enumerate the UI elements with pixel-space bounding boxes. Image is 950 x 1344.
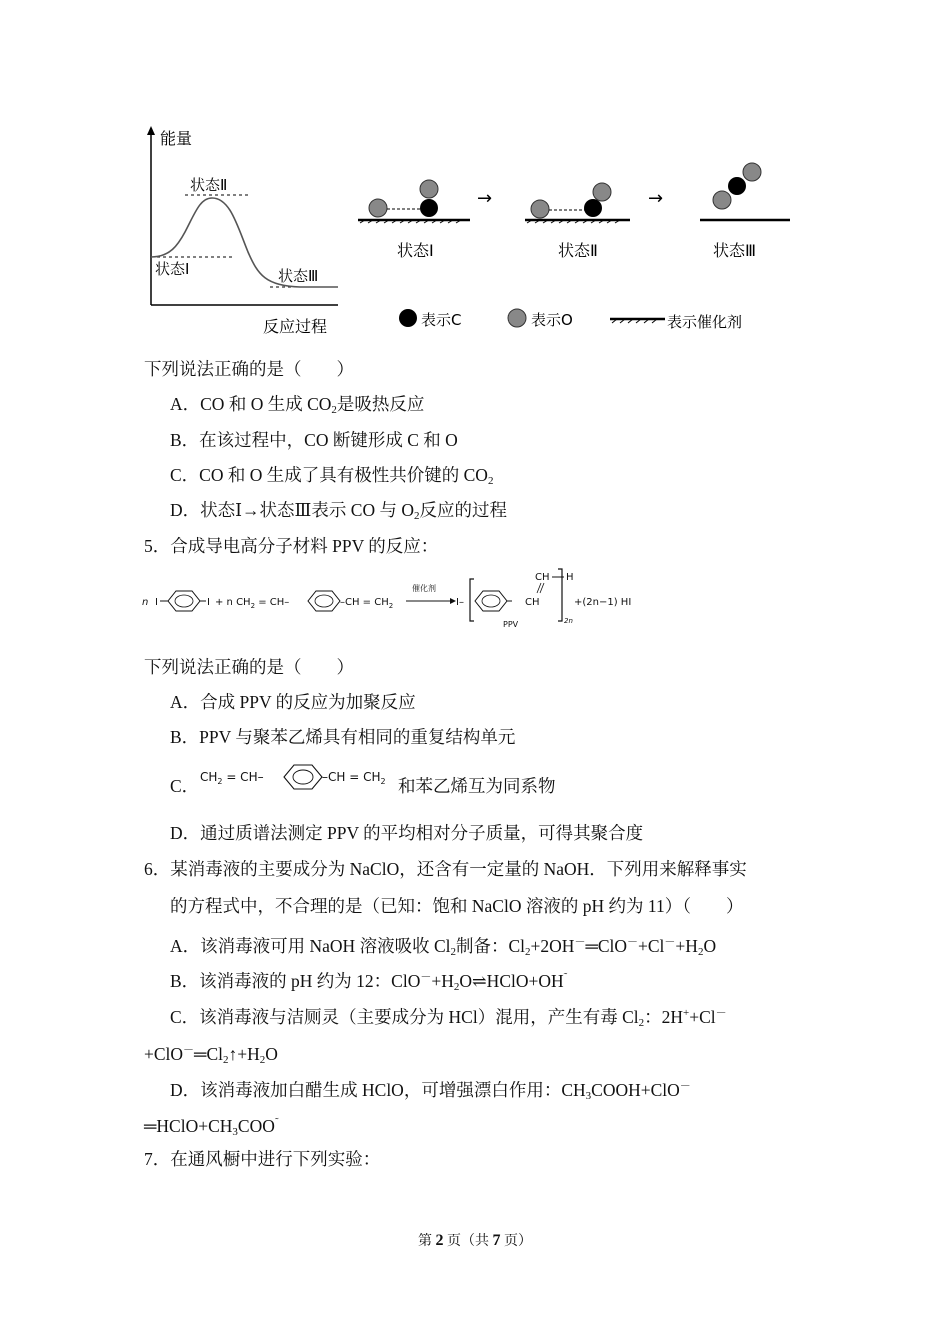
q6-stem-2: 的方程式中，不合理的是（已知：饱和 NaClO 溶液的 pH 约为 11）（ ）: [170, 896, 744, 916]
eq-2n: 2n: [564, 617, 573, 625]
q4-option-b: B．在该过程中，CO 断键形成 C 和 O: [170, 430, 458, 450]
eq-i-right: I: [207, 597, 210, 608]
eq-n: n: [142, 597, 149, 608]
q6-option-c-line-1: C．该消毒液与洁厕灵（主要成分为 HCl）混用，产生有毒 $Cl_2$：2H++Cl－: [170, 1007, 727, 1029]
q4-stem: 下列说法正确的是（ ）: [144, 359, 354, 379]
q6-option-b: B．该消毒液的 pH 约为 12：$ClO^-+H_2O\rightleftharpoons HClO+OH^˜$: [170, 971, 568, 993]
page-total: 7: [492, 1232, 501, 1249]
reaction-energy-figure: [140, 120, 790, 340]
eq-ch-mid: CH: [525, 597, 540, 608]
state-1-model: [358, 180, 470, 260]
legend-catalyst-label: 表示催化剂: [667, 313, 743, 331]
c-vinyl-right: $-CH = CH_2$: [322, 770, 386, 786]
state-3-model-label: 状态Ⅲ: [713, 241, 757, 260]
legend-carbon: [399, 309, 417, 327]
benzene-ring: [168, 591, 200, 611]
oxygen-atom: [531, 200, 549, 218]
energy-axis-arrow: [147, 126, 155, 135]
divinylbenzene-structure: [198, 760, 400, 794]
state-2-model-label: 状态Ⅱ: [558, 241, 598, 260]
oxygen-atom: [713, 191, 731, 209]
q6-option-d-line-1: D．该消毒液加白醋生成 HClO，可增强漂白作用：$CH_3COOH+ClO^-$: [170, 1080, 691, 1102]
q6-option-d-line-2: $═HClO+CH_3COO^˜$: [144, 1116, 279, 1138]
q5-option-a: A．合成 PPV 的反应为加聚反应: [170, 692, 416, 712]
eq-tail: +(2n−1) HI: [574, 597, 632, 608]
state-3-label: 状态Ⅲ: [278, 267, 319, 285]
ppv-reaction-equation: [140, 565, 640, 630]
eq-plus-ch2: + n $CH_2 = CH-$: [215, 597, 290, 610]
process-axis-label: 反应过程: [263, 317, 328, 336]
state-1-model-label: 状态Ⅰ: [397, 241, 434, 260]
state-2-label: 状态Ⅱ: [190, 176, 228, 194]
q6-option-c-line-2: $+ClO^-═Cl_2↑+H_2O$: [144, 1044, 278, 1066]
state-1-label: 状态Ⅰ: [155, 260, 190, 278]
eq-ch-top: CH: [535, 572, 550, 583]
page-footer: 第 2 页（共 7 页）: [418, 1232, 532, 1249]
oxygen-atom: [420, 180, 438, 198]
energy-axis-label: 能量: [160, 129, 193, 148]
q5-option-b: B．PPV 与聚苯乙烯具有相同的重复结构单元: [170, 727, 516, 747]
state-3-model: [700, 163, 790, 260]
legend-carbon-label: 表示C: [421, 311, 462, 329]
q4-option-d: D．状态Ⅰ→状态Ⅲ表示 CO 与 $O_2$反应的过程: [170, 500, 507, 522]
arrow-1: →: [477, 188, 493, 209]
eq-catalyst: 催化剂: [412, 584, 436, 593]
page-number: 2: [435, 1232, 444, 1249]
q4-option-a: A．CO 和 O 生成 $CO_2$是吸热反应: [170, 394, 425, 416]
benzene-ring: [475, 591, 507, 611]
figure-legend: [399, 309, 742, 331]
eq-ppv-label: PPV: [503, 620, 519, 629]
oxygen-atom: [593, 183, 611, 201]
q5-option-c-text: 和苯乙烯互为同系物: [398, 776, 556, 796]
benzene-ring: [284, 765, 322, 789]
oxygen-atom: [369, 199, 387, 217]
q4-option-c: C．CO 和 O 生成了具有极性共价键的 $CO_2$: [170, 465, 494, 487]
oxygen-atom: [743, 163, 761, 181]
q5-question: 下列说法正确的是（ ）: [144, 657, 354, 677]
state-2-model: [525, 183, 630, 260]
carbon-atom: [584, 199, 602, 217]
eq-i-left: I: [155, 597, 158, 608]
legend-oxygen-label: 表示O: [531, 311, 573, 329]
carbon-atom: [420, 199, 438, 217]
q5-option-d: D．通过质谱法测定 PPV 的平均相对分子质量，可得其聚合度: [170, 823, 644, 843]
eq-h-top: H: [566, 572, 574, 583]
q7-stem: 7．在通风橱中进行下列实验：: [144, 1149, 381, 1169]
q6-stem-1: 6．某消毒液的主要成分为 NaClO，还含有一定量的 NaOH．下列用来解释事实: [144, 859, 747, 879]
q5-option-c: C．: [170, 776, 200, 796]
benzene-ring: [308, 591, 340, 611]
carbon-atom: [728, 177, 746, 195]
eq-i-product: I–: [456, 597, 464, 608]
legend-oxygen: [508, 309, 526, 327]
q6-option-a: A．该消毒液可用 NaOH 溶液吸收 $Cl_2$制备：$Cl_2+2OH^-═ClO^-+Cl^-+H_2O$: [170, 936, 717, 958]
c-ch2-left: $CH_2 = CH-$: [200, 770, 264, 786]
energy-diagram: [147, 126, 338, 336]
q5-stem: 5．合成导电高分子材料 PPV 的反应：: [144, 536, 439, 556]
arrow-2: →: [648, 188, 664, 209]
eq-vinyl: $-CH = CH_2$: [340, 597, 394, 610]
